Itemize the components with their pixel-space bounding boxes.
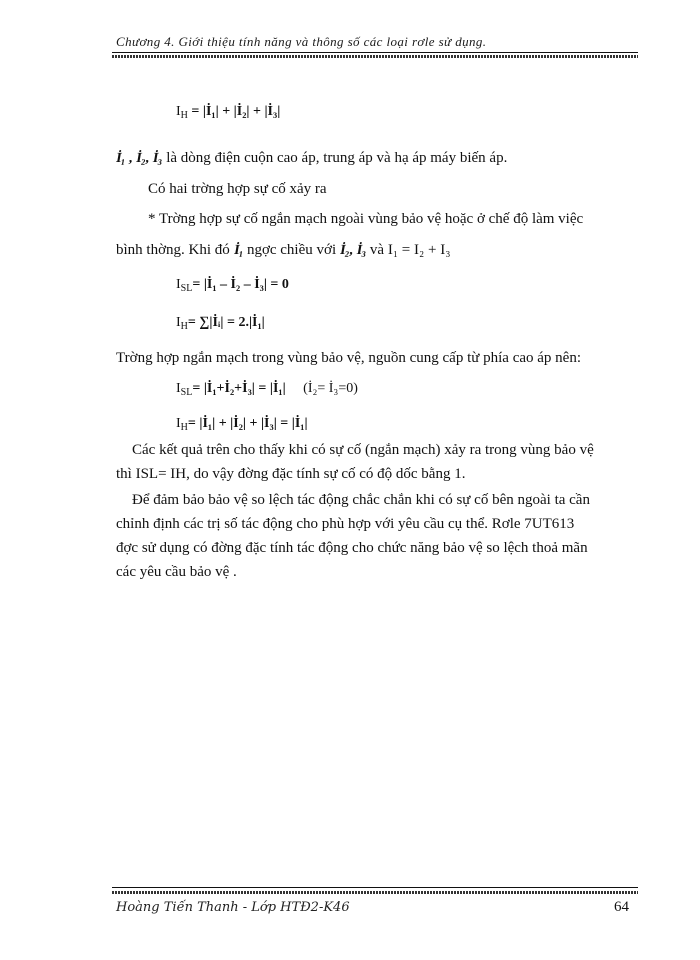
header-rule-thin	[112, 52, 638, 53]
eq-lhs-sub: SL	[180, 283, 193, 294]
paragraph-setting-line3: đợc sử dụng có đờng đặc tính tác động cho chức năng bảo vệ so lệch thoả mãn	[116, 540, 588, 556]
equation-ih-internal	[176, 416, 308, 433]
paragraph-setting-line1: Để đảm bảo bảo vệ so lệch tác động chắc chắn khi có sự cố bên ngoài ta cần	[132, 492, 590, 508]
eq-rhs: = |İ₁+İ₂+İ₃| = |İ₁|	[192, 381, 286, 396]
text-b: ngợc chiều với	[243, 242, 340, 258]
eq-lhs-sub: H	[180, 321, 188, 332]
eq-rhs: = ∑|İᵢ| = 2.|İ₁|	[187, 315, 265, 330]
footer-rule-dashed	[112, 891, 638, 894]
paragraph-text: là dòng điện cuộn cao áp, trung áp và hạ áp máy biến áp.	[162, 150, 508, 166]
current-vars: İ₁ , İ₂, İ₃	[114, 151, 164, 166]
eq-lhs: I	[176, 381, 181, 396]
eq-rhs: = |İ₁| + |İ₂| + |İ₃| = |İ₁|	[187, 416, 308, 431]
var-i2-i3: İ₂, İ₃	[338, 243, 368, 258]
eq-lhs-sub: SL	[180, 387, 193, 398]
page-number: 64	[614, 899, 629, 915]
paragraph-results-line1: Các kết quả trên cho thấy khi có sự cố (ngắn mạch) xảy ra trong vùng bảo vệ	[132, 442, 594, 458]
paragraph-internal-fault: Trờng hợp ngắn mạch trong vùng bảo vệ, nguồn cung cấp từ phía cao áp nên:	[116, 350, 582, 366]
paragraph-normal-mode	[116, 242, 450, 259]
header-rule-dashed	[112, 55, 638, 58]
paragraph-setting-line2: chỉnh định các trị số tác động cho phù hợp với yêu cầu cụ thể. Rơle 7UT613	[116, 516, 575, 532]
footer-author: Hoàng Tiến Thanh - Lớp HTĐ2-K46	[116, 900, 350, 915]
eq-lhs: I	[176, 416, 181, 431]
equation-ih-external	[176, 315, 265, 332]
equation-isl-external	[176, 277, 289, 294]
eq-note: (İ₂= İ₃=0)	[303, 381, 358, 396]
eq-lhs: I	[176, 104, 181, 119]
eq-rhs: = |İ₁| + |İ₂| + |İ₃|	[191, 104, 281, 119]
eq-lhs-sub: H	[180, 422, 188, 433]
equation-ih-sum	[176, 104, 280, 121]
paragraph-currents	[116, 150, 507, 167]
var-i1: İ₁	[232, 243, 245, 258]
eq-rhs: = |İ₁ – İ₂ – İ₃| = 0	[192, 277, 289, 292]
equation-isl-internal	[176, 381, 358, 398]
paragraph-external-fault: * Trờng hợp sự cố ngắn mạch ngoài vùng bảo vệ hoặc ở chế độ làm việc	[148, 211, 584, 227]
text-a: bình thờng. Khi đó	[116, 242, 234, 258]
footer-rule-thin	[112, 887, 638, 888]
eq-lhs-sub: H	[180, 110, 188, 121]
paragraph-setting-line4: các yêu cầu bảo vệ .	[116, 564, 237, 580]
page-header: Chương 4. Giới thiệu tính năng và thông số các loại rơle sử dụng.	[116, 34, 487, 49]
eq-lhs: I	[176, 315, 181, 330]
text-c: và I₁ = I₂ + I₃	[366, 242, 451, 258]
paragraph-two-cases: Có hai trờng hợp sự cố xảy ra	[148, 181, 327, 197]
eq-lhs: I	[176, 277, 181, 292]
paragraph-results-line2: thì ISL= IH, do vậy đờng đặc tính sự cố có độ dốc bằng 1.	[116, 466, 466, 482]
